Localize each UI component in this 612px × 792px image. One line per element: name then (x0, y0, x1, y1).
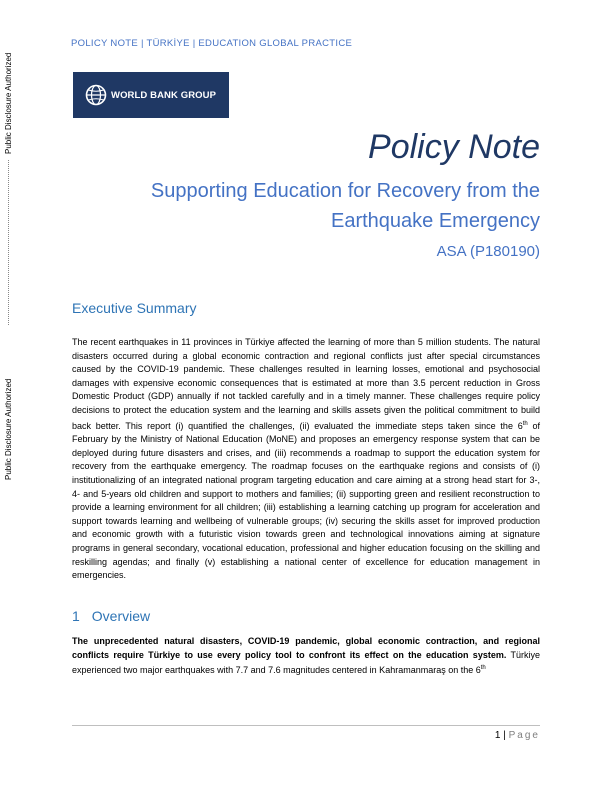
document-subtitle (80, 176, 540, 236)
footer-separator: | (500, 730, 509, 741)
overview-ordinal-suffix: th (480, 665, 486, 672)
exec-ordinal-suffix: th (522, 420, 528, 427)
world-bank-logo (73, 72, 229, 118)
document-title: Policy Note (368, 128, 540, 166)
subtitle-line-1: Supporting Education for Recovery from the (150, 180, 540, 202)
overview-text: Türkiye experienced two major earthquakes with 7.7 and 7.6 magnitudes centered in Kahramanmaraş on the 6 (72, 649, 541, 676)
page-footer (495, 730, 540, 741)
page-number: 1 (494, 730, 501, 741)
globe-icon (85, 84, 107, 106)
executive-summary-heading: Executive Summary (72, 300, 197, 316)
document-header: POLICY NOTE | TÜRKİYE | EDUCATION GLOBAL PRACTICE (71, 38, 353, 49)
overview-lead-sentence: The unprecedented natural disasters, COVID-19 pandemic, global economic contraction, and regional conflicts require Türkiye to use every policy tool to confront its effect on the education system. (72, 636, 540, 660)
logo-text: WORLD BANK GROUP (111, 89, 217, 101)
subtitle-line-2: Earthquake Emergency (330, 210, 540, 232)
exec-text-part-2: of February by the Ministry of National Education (MoNE) and proposes an emergency response system that can be deployed during future disasters and crises, and (iii) recommends a roadmap to support the education system for recovery from the earthquake emergency. The roadmap focuses on the earthquake regions and consists of (i) institutionalizing of an integrated national program targeting education and care aiming at a strong head start for 3-, 4- and 5-years old children and support to mothers and families; (ii) supporting green and resilient reconstruction to provide a learning environment for all children; (iii) establishing a learning catching up program for acceleration and support towards learning and wellbeing of vulnerable groups; (iv) securing the skills asset for improved production and economic growth with a futuristic vision towards green and technological innovations aiming at signature programs in general secondary, vocational education, professional and higher education focusing on the skilling and reskilling agendas; and finally (v) establishing a national center of excellence for education management in emergencies. (72, 420, 540, 581)
executive-summary-body (72, 336, 540, 583)
disclosure-divider (8, 160, 9, 325)
disclosure-label-top: Public Disclosure Authorized (4, 52, 13, 154)
footer-divider (72, 725, 540, 726)
disclosure-label-bottom: Public Disclosure Authorized (4, 378, 13, 480)
exec-text-part-1: The recent earthquakes in 11 provinces in Türkiye affected the learning of more than 5 million students. The natural disasters occurred during a global economic contraction and regional conflicts just after special circumstances caused by the COVID-19 pandemic. These challenges resulted in learning losses, emotional and psychosocial damages with expensive economic consequences that is estimated at more than 3.5 percent reduction in Gross Domestic Product (GDP) annually if not tackled carefully and in a timely manner. These challenges require policy decisions to protect the education system and the learning and skills assets given the political commitment to build back better. This report (i) quantified the challenges, (ii) evaluated the immediate steps taken since the 6 (72, 337, 540, 431)
page-word: Page (508, 730, 540, 741)
overview-heading-text: Overview (91, 608, 151, 624)
section-number: 1 (72, 608, 80, 624)
overview-heading (72, 608, 150, 624)
project-id: ASA (P180190) (436, 243, 540, 260)
overview-body (72, 635, 540, 678)
